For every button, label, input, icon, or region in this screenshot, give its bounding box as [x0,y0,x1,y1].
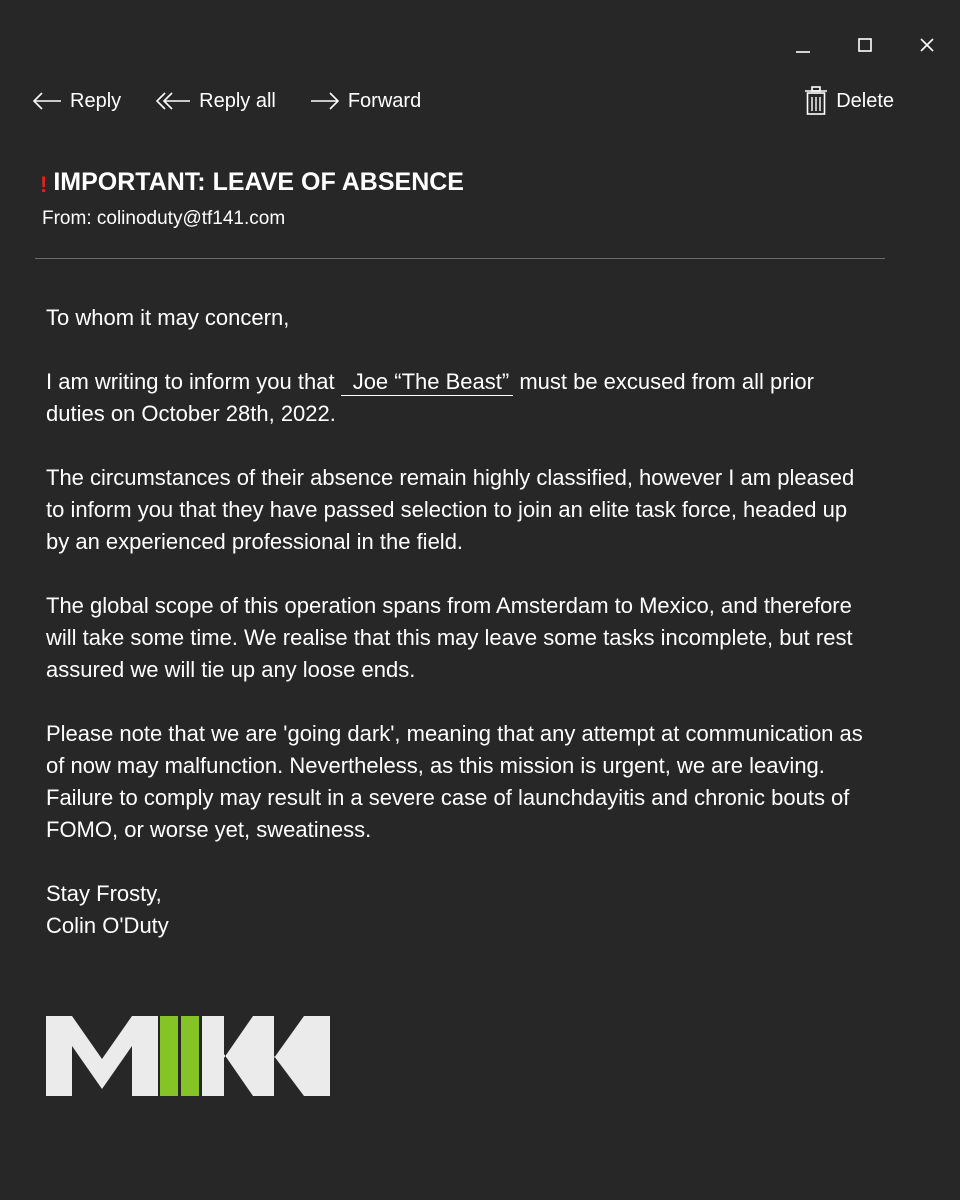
forward-button[interactable] [310,90,421,113]
reply-arrow-icon [32,91,62,111]
delete-label: Delete [836,89,894,112]
delete-button[interactable] [804,86,894,116]
maximize-icon [857,37,873,53]
subject-text: IMPORTANT: LEAVE OF ABSENCE [53,168,464,196]
reply-button[interactable] [32,90,121,113]
high-priority-icon: ! [40,171,48,197]
forward-label: Forward [347,89,422,112]
maximize-button[interactable] [850,30,880,60]
logo-green-bar-2 [181,1016,199,1096]
reply-all-arrow-icon [155,91,191,111]
mwii-logo [46,1016,330,1096]
window-controls [756,30,942,60]
paragraph-1-rest: must be excused from all prior duties on October 28th, 2022. [46,369,814,426]
paragraph-2: The circumstances of their absence remain highly classified, however I am pleased to inform you that they have passed selection to join an elite task force, headed up by an experienced professional in the field. [46,465,855,554]
paragraph-4: Please note that we are 'going dark', meaning that any attempt at communication as of now may malfunction. Nevertheless, as this mission is urgent, we are leaving. Failure to comply may result in a severe case of launchdayitis and chronic bouts of FOMO, or worse yet, sweatiness. [46,721,863,842]
filled-in-name: Joe “The Beast” [341,369,514,396]
minimize-button[interactable] [788,30,818,60]
minimize-icon [795,37,811,53]
close-icon [919,37,935,53]
logo-w-shape [202,1016,330,1096]
reply-all-button[interactable] [155,90,276,113]
greeting: To whom it may concern, [46,305,290,330]
email-body [46,302,866,942]
signoff-line-2: Colin O'Duty [46,913,169,938]
paragraph-1 [46,366,866,430]
close-button[interactable] [912,30,942,60]
header-divider [35,258,885,259]
logo-m-shape [46,1016,158,1096]
reply-label: Reply [70,89,122,112]
paragraph-3: The global scope of this operation spans from Amsterdam to Mexico, and therefore will take some time. We realise that this may leave some tasks incomplete, but rest assured we will tie up any loose ends. [46,593,853,682]
forward-arrow-icon [310,91,340,111]
email-subject [40,168,464,197]
paragraph-1-intro: I am writing to inform you that [46,369,335,394]
trash-icon [804,86,828,116]
email-sender: From: colinoduty@tf141.com [42,208,286,229]
signoff-line-1: Stay Frosty, [46,881,162,906]
reply-all-label: Reply all [199,89,276,112]
logo-green-bar-1 [160,1016,178,1096]
email-toolbar [32,84,894,118]
